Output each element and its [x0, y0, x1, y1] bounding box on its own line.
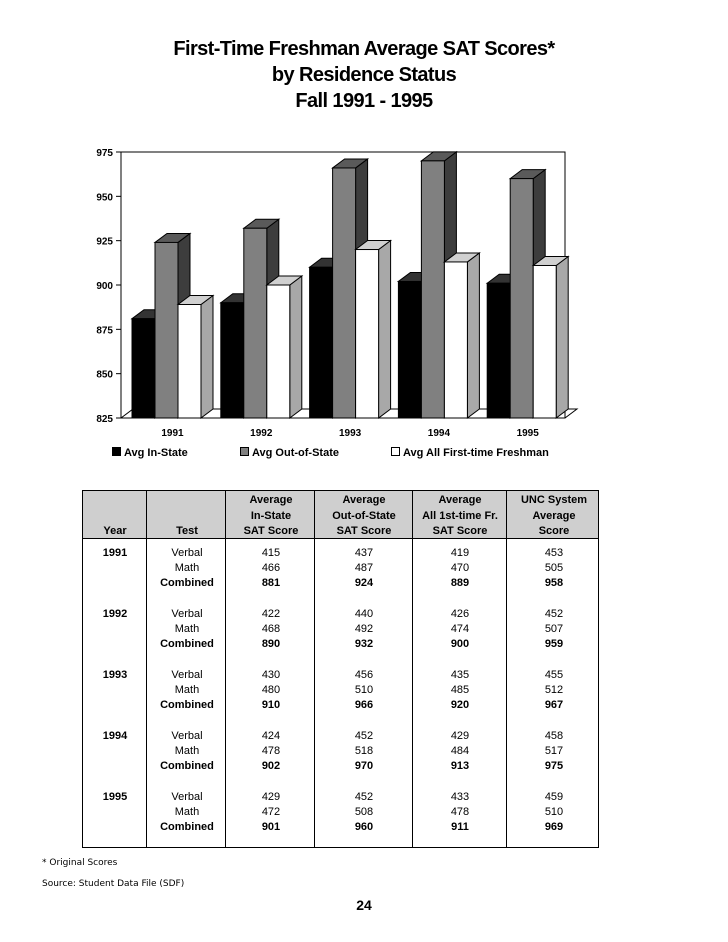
- table-cell-test: Verbal: [171, 791, 203, 803]
- legend-label-all-freshman: Avg All First-time Freshman: [403, 447, 549, 459]
- table-cell-test: Math: [174, 562, 200, 575]
- table-cell-unc: 958: [544, 577, 564, 590]
- legend-label-out-of-state: Avg Out-of-State: [252, 447, 339, 459]
- header-all: SAT Score: [432, 525, 488, 537]
- bar-side: [556, 256, 568, 418]
- legend-swatch-all-freshman: [391, 447, 400, 456]
- title-line-2: by Residence Status: [271, 64, 457, 86]
- table-cell-all: 433: [450, 791, 470, 803]
- table-cell-unc: 959: [544, 638, 564, 651]
- table-cell-unc: 510: [544, 806, 564, 819]
- table-cell-all: 485: [450, 684, 470, 697]
- table-cell-all: 419: [450, 547, 470, 559]
- table-cell-out-state: 508: [354, 806, 374, 819]
- table-cell-in-state: 478: [261, 745, 281, 758]
- header-in-state: Average: [249, 494, 293, 506]
- bar: [356, 250, 379, 418]
- table-cell-in-state: 881: [261, 577, 281, 590]
- table-cell-out-state: 960: [354, 821, 374, 834]
- bar-side: [201, 296, 213, 418]
- table-cell-in-state: 468: [261, 623, 281, 636]
- table-cell-out-state: 487: [354, 562, 374, 575]
- table-cell-in-state: 422: [261, 608, 281, 620]
- bar-side: [379, 241, 391, 418]
- bar: [333, 168, 356, 418]
- table-cell-test: Combined: [160, 577, 214, 590]
- table-cell-unc: 517: [544, 745, 564, 758]
- table-cell-in-state: 424: [261, 730, 281, 742]
- bar-side: [290, 276, 302, 418]
- table-cell-out-state: 970: [354, 760, 374, 773]
- table-cell-unc: 458: [544, 730, 564, 742]
- table-cell-out-state: 492: [354, 623, 374, 636]
- year-cell: 1993: [102, 669, 128, 681]
- table-cell-test: Verbal: [171, 608, 203, 620]
- header-unc: Average: [532, 509, 576, 522]
- header-out-state: Out-of-State: [332, 509, 396, 522]
- table-cell-unc: 452: [544, 608, 564, 620]
- sat-score-table: [82, 490, 599, 848]
- table-cell-out-state: 437: [354, 547, 374, 559]
- legend-item-out-of-state: [240, 447, 339, 459]
- table-cell-all: 920: [450, 699, 470, 712]
- table-cell-out-state: 440: [354, 608, 374, 620]
- bar: [132, 319, 155, 418]
- bar: [155, 242, 178, 418]
- table-cell-out-state: 456: [354, 669, 374, 681]
- source-note: Source: Student Data File (SDF): [42, 879, 185, 889]
- table-cell-all: 470: [450, 562, 470, 575]
- table-cell-test: Math: [174, 745, 200, 758]
- table-cell-in-state: 430: [261, 669, 281, 681]
- table-cell-in-state: 910: [261, 699, 281, 712]
- header-out-state: Average: [342, 494, 386, 506]
- table-cell-test: Math: [174, 806, 200, 819]
- table-cell-all: 426: [450, 608, 470, 620]
- y-tick-label: 950: [96, 192, 113, 204]
- table-cell-test: Combined: [160, 638, 214, 651]
- table-cell-test: Verbal: [171, 547, 203, 559]
- table-cell-all: 889: [450, 577, 470, 590]
- table-cell-unc: 459: [544, 791, 564, 803]
- table-cell-test: Verbal: [171, 730, 203, 742]
- table-cell-all: 474: [450, 623, 470, 636]
- title-line-1: First-Time Freshman Average SAT Scores*: [173, 38, 555, 60]
- table-cell-out-state: 452: [354, 791, 374, 803]
- table-cell-out-state: 518: [354, 745, 374, 758]
- y-tick-label: 900: [96, 281, 113, 292]
- bar: [398, 281, 421, 418]
- table-cell-out-state: 452: [354, 730, 374, 742]
- bar-side: [467, 253, 479, 418]
- table-cell-test: Combined: [160, 760, 214, 773]
- table-cell-in-state: 890: [261, 638, 281, 651]
- header-all: Average: [438, 494, 482, 506]
- table-cell-all: 900: [450, 638, 470, 651]
- table-cell-unc: 975: [544, 760, 564, 773]
- x-tick-label: 1995: [516, 428, 539, 439]
- bar: [267, 285, 290, 418]
- table-cell-all: 913: [450, 760, 470, 773]
- table-cell-in-state: 472: [261, 806, 281, 819]
- x-tick-label: 1993: [338, 428, 362, 439]
- title-line-3: Fall 1991 - 1995: [295, 90, 433, 112]
- y-tick-label: 825: [96, 414, 113, 425]
- table-cell-in-state: 415: [261, 547, 281, 559]
- header-all: All 1st-time Fr.: [422, 509, 498, 522]
- y-tick-label: 975: [96, 148, 113, 159]
- table-cell-out-state: 924: [354, 577, 374, 590]
- table-cell-all: 484: [450, 745, 470, 758]
- bar: [178, 305, 201, 418]
- table-cell-unc: 507: [544, 623, 564, 636]
- table-cell-in-state: 480: [261, 684, 281, 697]
- table-cell-out-state: 510: [354, 684, 374, 697]
- table-cell-out-state: 932: [354, 638, 374, 651]
- table-cell-in-state: 429: [261, 791, 281, 803]
- header-in-state: In-State: [250, 509, 292, 522]
- table-cell-unc: 967: [544, 699, 564, 712]
- x-tick-label: 1992: [250, 428, 273, 439]
- table-cell-test: Combined: [160, 821, 214, 834]
- table-cell-test: Math: [174, 684, 200, 697]
- table-cell-unc: 512: [544, 684, 564, 697]
- table-cell-test: Verbal: [171, 669, 203, 681]
- bar: [221, 303, 244, 418]
- bar: [310, 267, 333, 418]
- year-cell: 1991: [102, 547, 128, 559]
- table-cell-in-state: 901: [261, 821, 281, 834]
- year-cell: 1995: [102, 791, 128, 803]
- table-cell-unc: 455: [544, 669, 564, 681]
- table-cell-test: Math: [174, 623, 200, 636]
- y-tick-label: 925: [96, 236, 113, 248]
- bar: [421, 161, 444, 418]
- header-year: Year: [103, 525, 127, 537]
- bar: [444, 262, 467, 418]
- table-cell-all: 478: [450, 806, 470, 819]
- y-tick-label: 850: [96, 369, 113, 381]
- table-cell-all: 435: [450, 669, 470, 681]
- bar: [510, 179, 533, 418]
- bar: [533, 265, 556, 418]
- legend-swatch-out-of-state: [240, 447, 249, 456]
- y-tick-label: 875: [96, 325, 113, 337]
- header-in-state: SAT Score: [243, 525, 299, 537]
- legend-item-all-freshman: [391, 447, 549, 459]
- year-cell: 1994: [102, 730, 128, 742]
- table-cell-unc: 969: [544, 821, 564, 834]
- table-cell-test: Combined: [160, 699, 214, 712]
- table-cell-unc: 505: [544, 562, 564, 575]
- bar: [244, 228, 267, 418]
- year-cell: 1992: [102, 608, 128, 620]
- bar: [487, 283, 510, 418]
- table-cell-in-state: 902: [261, 760, 281, 773]
- x-tick-label: 1991: [161, 428, 184, 439]
- legend-label-in-state: Avg In-State: [124, 447, 188, 459]
- footnote: * Original Scores: [42, 858, 118, 868]
- legend-swatch-in-state: [112, 447, 121, 456]
- header-out-state: SAT Score: [336, 525, 392, 537]
- header-test: Test: [176, 525, 198, 537]
- table-cell-out-state: 966: [354, 699, 374, 712]
- page-number: 24: [356, 897, 372, 913]
- header-unc: Score: [538, 525, 570, 537]
- table-cell-all: 429: [450, 730, 470, 742]
- header-unc: UNC System: [520, 494, 588, 506]
- x-tick-label: 1994: [427, 428, 451, 439]
- legend-item-in-state: [112, 447, 188, 459]
- table-cell-in-state: 466: [261, 562, 281, 575]
- table-cell-all: 911: [451, 821, 469, 834]
- table-cell-unc: 453: [544, 547, 564, 559]
